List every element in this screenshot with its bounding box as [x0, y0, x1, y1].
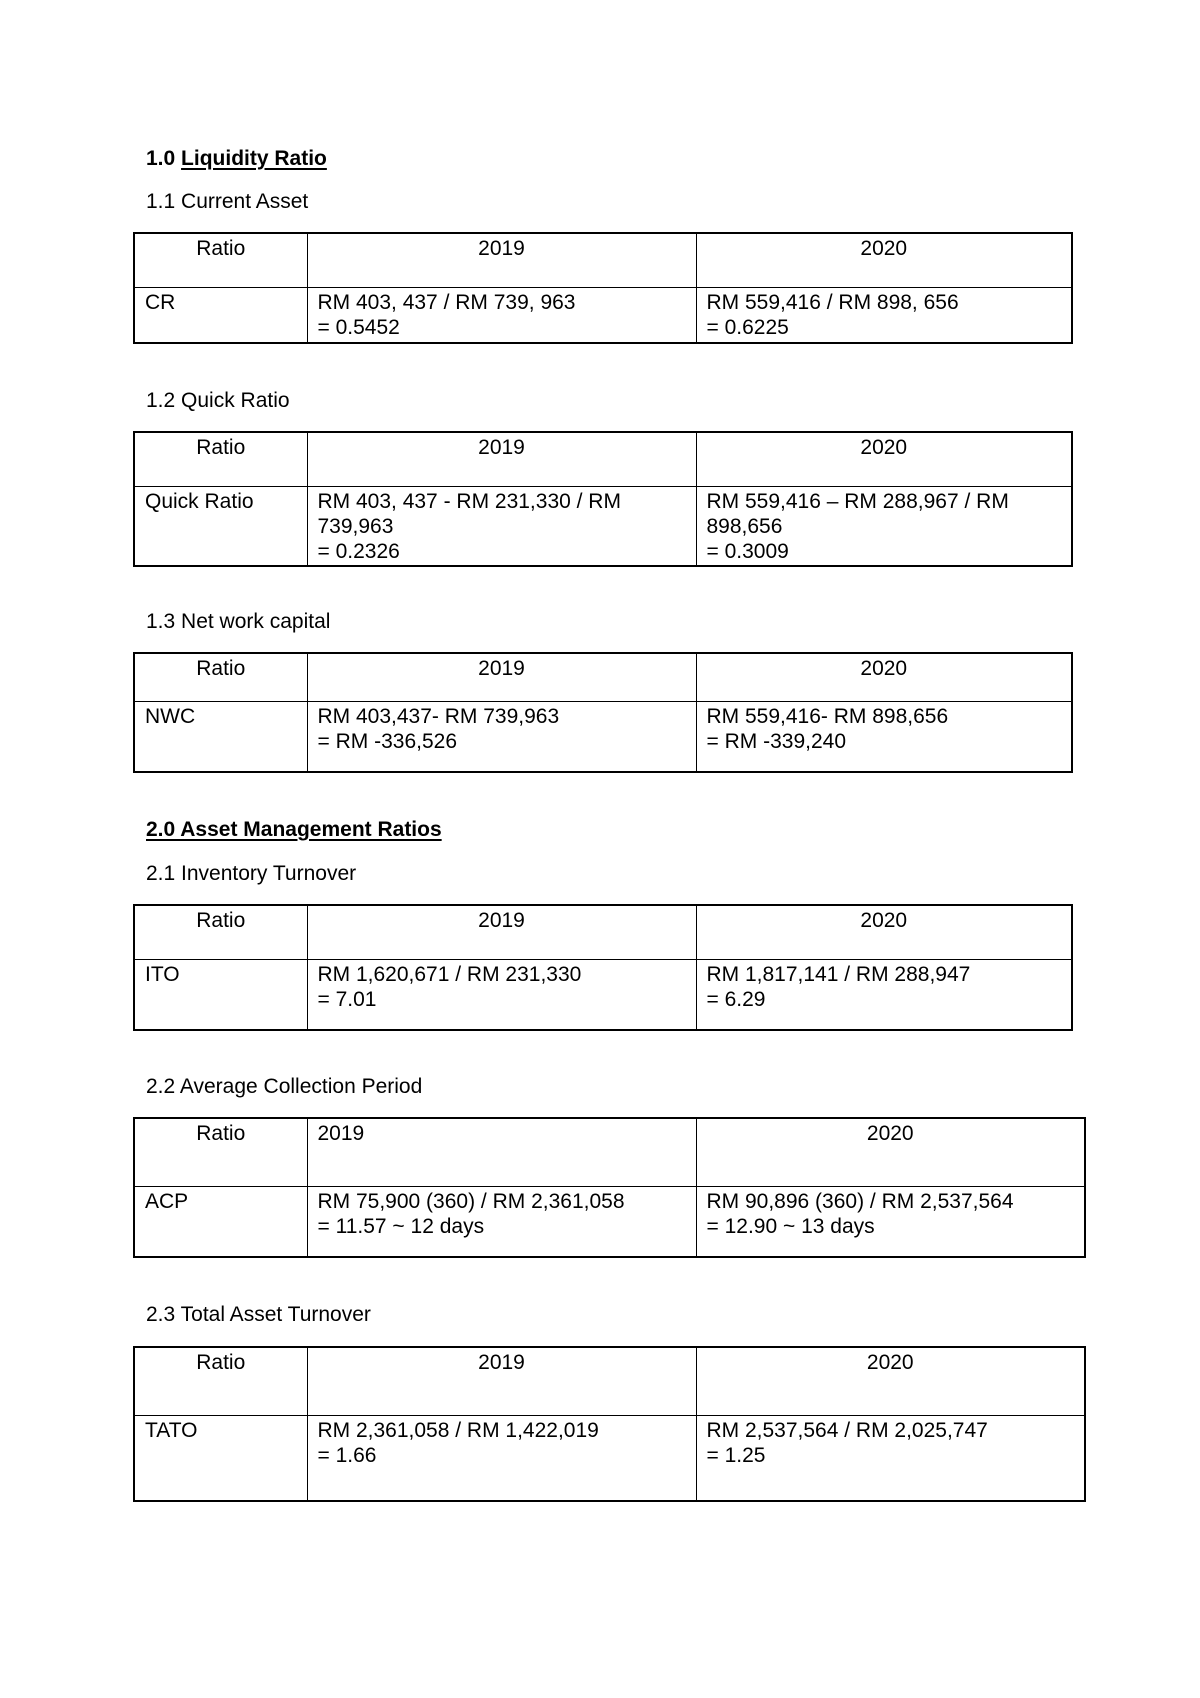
row-label-cell: Quick Ratio — [134, 486, 307, 566]
section-1-heading — [146, 147, 327, 171]
row-label-cell: TATO — [134, 1415, 307, 1501]
value-cell-2019 — [307, 1415, 696, 1501]
result-line: = 1.25 — [706, 1443, 766, 1467]
table-current-ratio — [133, 232, 1073, 344]
table-total-asset-turnover — [133, 1346, 1086, 1502]
table-row — [134, 1186, 1085, 1257]
header-cell-ratio: Ratio — [134, 1347, 307, 1415]
header-cell-2020: 2020 — [696, 1347, 1085, 1415]
row-label-cell: ACP — [134, 1186, 307, 1257]
header-cell-ratio: Ratio — [134, 233, 307, 287]
header-cell-2019: 2019 — [307, 233, 696, 287]
subsection-heading-net-work-capital: 1.3 Net work capital — [146, 610, 331, 633]
result-line: = 7.01 — [317, 987, 377, 1011]
value-cell-2019 — [307, 701, 696, 772]
header-cell-2020: 2020 — [696, 905, 1072, 959]
table-row — [134, 287, 1072, 343]
subsection-heading-quick-ratio: 1.2 Quick Ratio — [146, 389, 290, 412]
header-cell-2020: 2020 — [696, 233, 1072, 287]
formula-line: RM 75,900 (360) / RM 2,361,058 — [317, 1189, 625, 1213]
subsection-heading-average-collection-period: 2.2 Average Collection Period — [146, 1075, 423, 1098]
formula-line: RM 90,896 (360) / RM 2,537,564 — [706, 1189, 1014, 1213]
header-cell-ratio: Ratio — [134, 653, 307, 701]
section-2-heading: 2.0 Asset Management Ratios — [146, 818, 442, 841]
subsection-heading-inventory-turnover: 2.1 Inventory Turnover — [146, 862, 357, 885]
header-cell-ratio: Ratio — [134, 432, 307, 486]
section-1-title: Liquidity Ratio — [181, 147, 327, 170]
result-line: = 0.2326 — [317, 539, 400, 563]
value-cell-2019 — [307, 486, 696, 566]
result-line: = 0.3009 — [706, 539, 789, 563]
subsection-heading-total-asset-turnover: 2.3 Total Asset Turnover — [146, 1303, 371, 1326]
result-line: = 0.5452 — [317, 315, 400, 339]
table-header-row — [134, 432, 1072, 486]
row-label-cell: NWC — [134, 701, 307, 772]
formula-line: RM 559,416- RM 898,656 — [706, 704, 949, 728]
row-label-cell: ITO — [134, 959, 307, 1030]
formula-line-continued: 739,963 — [317, 514, 394, 538]
table-average-collection-period — [133, 1117, 1086, 1258]
value-cell-2020 — [696, 486, 1072, 566]
formula-line: RM 403, 437 - RM 231,330 / RM — [317, 489, 621, 513]
result-line: = RM -339,240 — [706, 729, 846, 753]
table-header-row — [134, 233, 1072, 287]
header-cell-2019: 2019 — [307, 1118, 696, 1186]
table-row — [134, 701, 1072, 772]
header-cell-2019: 2019 — [307, 1347, 696, 1415]
table-row — [134, 1415, 1085, 1501]
result-line: = 12.90 ~ 13 days — [706, 1214, 875, 1238]
row-label-cell: CR — [134, 287, 307, 343]
formula-line: RM 2,361,058 / RM 1,422,019 — [317, 1418, 599, 1442]
table-header-row — [134, 653, 1072, 701]
header-cell-2019: 2019 — [307, 905, 696, 959]
formula-line: RM 559,416 / RM 898, 656 — [706, 290, 959, 314]
result-line: = 1.66 — [317, 1443, 377, 1467]
subsection-heading-current-asset: 1.1 Current Asset — [146, 190, 309, 213]
header-cell-ratio: Ratio — [134, 905, 307, 959]
table-quick-ratio — [133, 431, 1073, 567]
formula-line: RM 559,416 – RM 288,967 / RM — [706, 489, 1009, 513]
table-inventory-turnover — [133, 904, 1073, 1031]
table-row — [134, 959, 1072, 1030]
value-cell-2020 — [696, 1415, 1085, 1501]
formula-line: RM 2,537,564 / RM 2,025,747 — [706, 1418, 988, 1442]
result-line: = 6.29 — [706, 987, 766, 1011]
formula-line: RM 403, 437 / RM 739, 963 — [317, 290, 576, 314]
header-cell-2020: 2020 — [696, 1118, 1085, 1186]
result-line: = RM -336,526 — [317, 729, 457, 753]
table-header-row — [134, 1347, 1085, 1415]
header-cell-2020: 2020 — [696, 653, 1072, 701]
header-cell-2019: 2019 — [307, 653, 696, 701]
value-cell-2020 — [696, 701, 1072, 772]
value-cell-2019 — [307, 287, 696, 343]
header-cell-2020: 2020 — [696, 432, 1072, 486]
formula-line: RM 403,437- RM 739,963 — [317, 704, 560, 728]
formula-line: RM 1,620,671 / RM 231,330 — [317, 962, 582, 986]
value-cell-2019 — [307, 959, 696, 1030]
result-line: = 11.57 ~ 12 days — [317, 1214, 485, 1238]
value-cell-2020 — [696, 959, 1072, 1030]
table-net-work-capital — [133, 652, 1073, 773]
header-cell-2019: 2019 — [307, 432, 696, 486]
table-header-row — [134, 905, 1072, 959]
value-cell-2020 — [696, 287, 1072, 343]
value-cell-2020 — [696, 1186, 1085, 1257]
table-row — [134, 486, 1072, 566]
result-line: = 0.6225 — [706, 315, 789, 339]
table-header-row — [134, 1118, 1085, 1186]
formula-line-continued: 898,656 — [706, 514, 783, 538]
section-1-number: 1.0 — [146, 147, 176, 170]
header-cell-ratio: Ratio — [134, 1118, 307, 1186]
value-cell-2019 — [307, 1186, 696, 1257]
formula-line: RM 1,817,141 / RM 288,947 — [706, 962, 971, 986]
